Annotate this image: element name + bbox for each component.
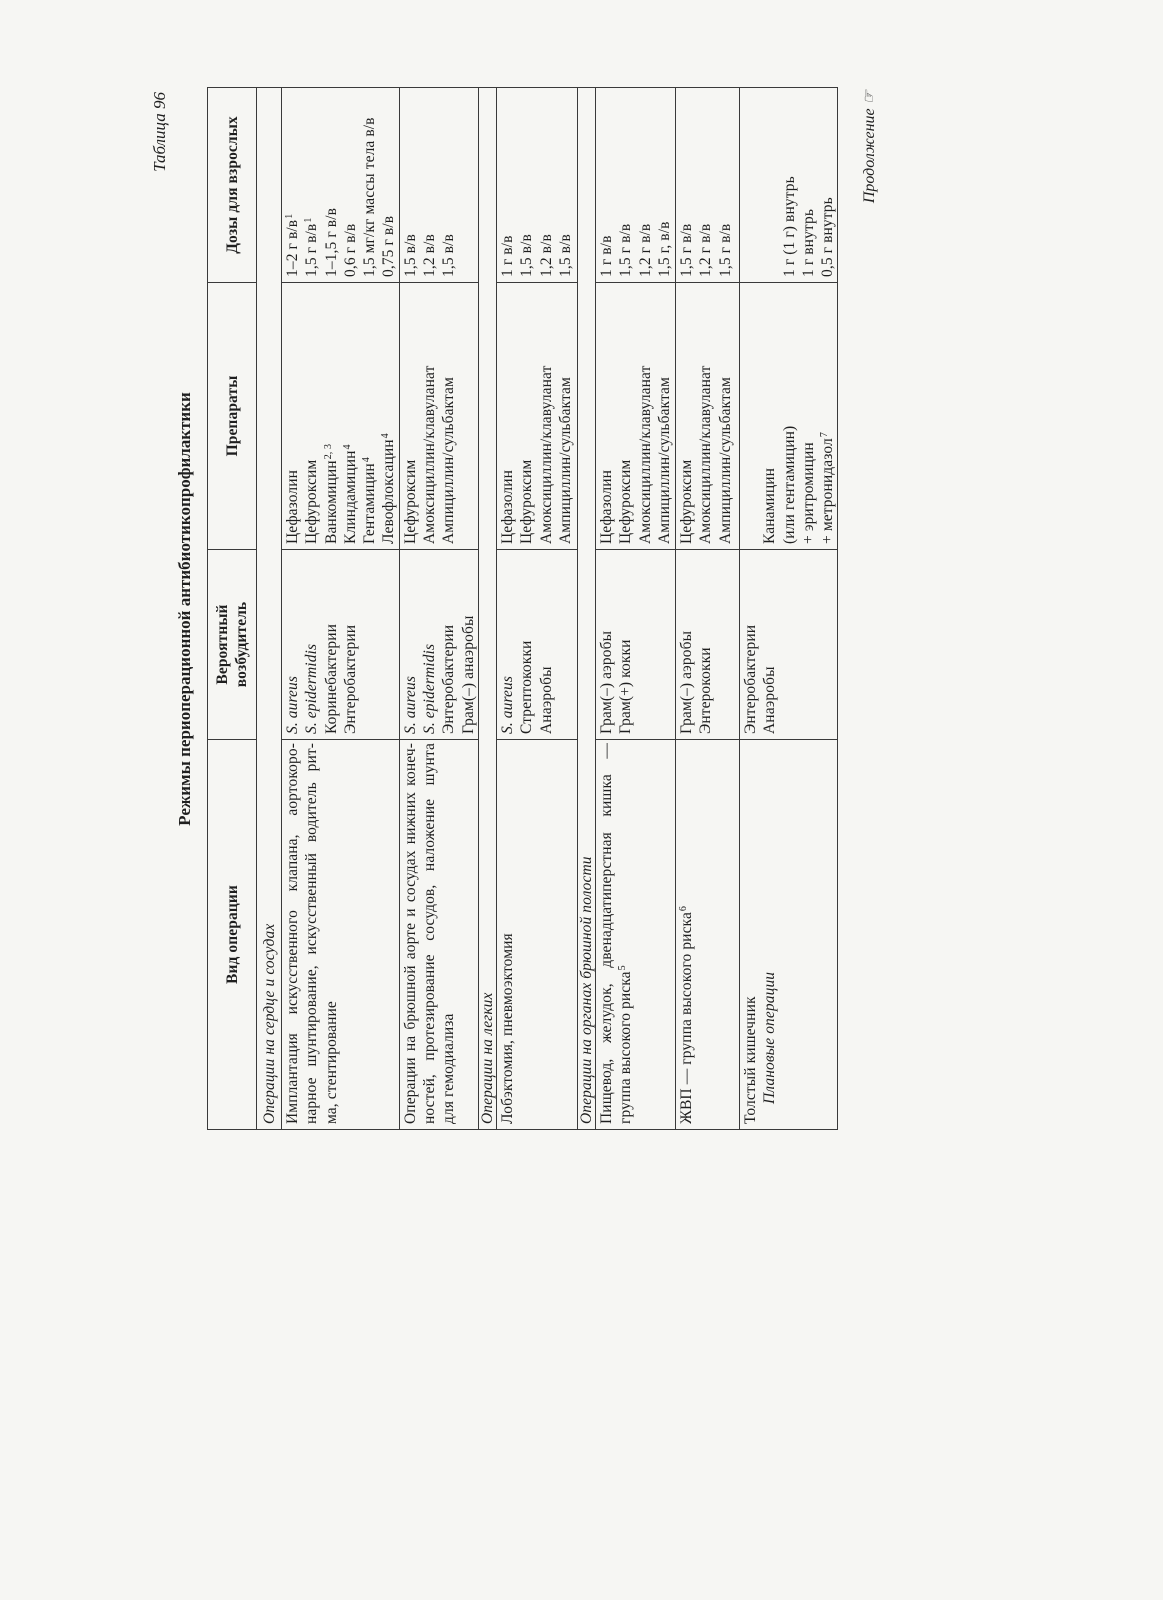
- operation-line-text: ма, стентирование: [322, 1001, 340, 1124]
- operation-line: [741, 743, 760, 1124]
- pathogen-item-text: Анаэробы: [761, 666, 779, 734]
- table-body: [257, 88, 838, 1130]
- dose-cell: [496, 88, 577, 283]
- pathogen-item-text: Энтеробактерии: [741, 624, 759, 734]
- drug-item-text: Ампициллин/сульбактам: [556, 377, 574, 544]
- drug-item-text: Канамицин: [761, 467, 779, 544]
- section-row: [257, 88, 282, 1130]
- drug-item-text: Цефуроксим: [303, 459, 321, 544]
- pathogen-item-text: Энтерококки: [697, 647, 715, 734]
- dose-item-text: 1,5 г в/в: [716, 223, 734, 277]
- pathogen-item-text: Энтеробактерии: [440, 624, 458, 734]
- table-number: Таблица 96: [150, 92, 169, 172]
- drug-item: [760, 286, 779, 544]
- drug-item: [420, 286, 439, 544]
- pathogen-item: [677, 553, 696, 734]
- drug-item: [799, 286, 818, 544]
- drug-item: [537, 286, 556, 544]
- dose-item-text: 1,5 в/в: [401, 234, 419, 277]
- table-row: [496, 88, 577, 1130]
- section-title-cell: [478, 88, 496, 1130]
- pathogen-item: [517, 553, 536, 734]
- header-row: [208, 88, 257, 1130]
- drug-item-text: Амоксициллин/клавуланат: [697, 365, 715, 544]
- dose-item: [341, 91, 360, 277]
- dose-item-text: 1,5 г в/в: [617, 223, 635, 277]
- dose-item-text: 1–2 г в/в: [284, 219, 301, 277]
- operation-line-text: для гемодиализа: [440, 1013, 458, 1124]
- drug-item: [556, 286, 575, 544]
- pathogen-item-text: S. epidermidis: [303, 643, 321, 734]
- operation-line-text: ностей, протезирование сосудов, наложение шунта: [421, 743, 439, 1124]
- footnote-marker: 2, 3: [322, 443, 334, 460]
- dose-item-text: 0,6 г в/в: [341, 223, 359, 277]
- operation-line: [420, 743, 439, 1124]
- section-title-cell: [577, 88, 595, 1130]
- dose-item-text: 1 г внутрь: [799, 208, 817, 277]
- pathogen-item-text: Грам(–) анаэробы: [459, 615, 477, 734]
- pathogen-item: [696, 553, 715, 734]
- table-row: [595, 88, 675, 1130]
- dose-cell: [282, 88, 400, 283]
- drug-item: [322, 286, 341, 544]
- dose-item-text: 1,2 в/в: [421, 234, 439, 277]
- operation-line-text: нарное шунтирование, искусственный водитель рит-: [303, 743, 321, 1124]
- dose-item: [556, 91, 575, 277]
- drug-item: [401, 286, 420, 544]
- drug-item: [597, 286, 616, 544]
- operation-cell: [496, 740, 577, 1130]
- dose-item: [636, 91, 655, 277]
- drug-item-text: + метронидазол: [819, 438, 837, 544]
- drug-item: [636, 286, 655, 544]
- pathogen-item: [741, 553, 760, 734]
- table-row: [739, 88, 837, 1130]
- column-header-pathogen: [208, 550, 257, 740]
- dose-item-text: 1,5 г в/в: [677, 223, 695, 277]
- operation-cell: [595, 740, 675, 1130]
- pathogen-item: [322, 553, 341, 734]
- drug-item-text: Цефазолин: [284, 470, 301, 544]
- dose-item-text: 1,2 в/в: [537, 234, 555, 277]
- pathogen-cell: [739, 550, 837, 740]
- dose-item: [799, 91, 818, 277]
- operation-line: [597, 743, 616, 1124]
- dose-item-text: 1,5 в/в: [518, 234, 536, 277]
- operation-line: [401, 743, 420, 1124]
- operation-line: [439, 743, 458, 1124]
- pathogen-item: [439, 553, 458, 734]
- table-row: [399, 88, 478, 1130]
- dose-item: [677, 91, 696, 277]
- drug-item-text: Цефуроксим: [401, 459, 419, 544]
- pathogen-item: [597, 553, 616, 734]
- dose-item: [420, 91, 439, 277]
- drug-item: [360, 286, 379, 544]
- footnote-marker: 6: [677, 905, 689, 912]
- drug-item: [677, 286, 696, 544]
- operation-line: [283, 743, 302, 1124]
- drug-item-text: Гентамицин: [361, 463, 379, 544]
- dose-item-text: 1 г в/в: [597, 235, 615, 277]
- operation-line: [322, 743, 341, 1124]
- dose-item: [696, 91, 715, 277]
- column-header-pathogen-text: Вероятный возбудитель: [214, 601, 250, 688]
- operation-line-text: Толстый кишечник: [741, 996, 759, 1124]
- dose-item-text: 1,5 в/в: [556, 234, 574, 277]
- drug-cell: [739, 283, 837, 550]
- dose-item: [401, 91, 420, 277]
- antibiotic-prophylaxis-table: [207, 87, 838, 1130]
- drug-item-text: Цефуроксим: [617, 459, 635, 544]
- drug-item: [716, 286, 735, 544]
- pathogen-cell: [496, 550, 577, 740]
- pathogen-item-text: Грам(–) аэробы: [597, 630, 615, 734]
- pathogen-item: [302, 553, 321, 734]
- drug-item: [616, 286, 635, 544]
- drug-item-text: Амоксициллин/клавуланат: [636, 365, 654, 544]
- operation-line-text: Имплантация искусственного клапана, аортокоро-: [284, 743, 301, 1124]
- dose-item-text: 1,2 г в/в: [636, 223, 654, 277]
- pathogen-item: [616, 553, 635, 734]
- drug-item: [780, 286, 799, 544]
- operation-line-text: ЖВП — группа высокого риска: [677, 912, 695, 1124]
- pathogen-cell: [399, 550, 478, 740]
- dose-item-text: 0,75 г в/в: [380, 215, 398, 277]
- footnote-marker: 4: [361, 457, 373, 463]
- operation-cell: [675, 740, 739, 1130]
- operation-line-text: Операции на брюшной аорте и сосудах нижних конеч-: [401, 743, 419, 1124]
- pathogen-item-text: Энтеробактерии: [341, 624, 359, 734]
- column-header-drugs: [208, 283, 257, 550]
- operation-line-text: Пищевод, желудок, двенадцатиперстная кишка —: [597, 743, 615, 1124]
- dose-item: [379, 91, 398, 277]
- drug-item-text: (или гентамицин): [780, 425, 798, 544]
- section-title: Операции на сердце и сосудах: [260, 923, 278, 1124]
- operation-cell: [399, 740, 478, 1130]
- pathogen-item: [498, 553, 517, 734]
- pathogen-item: [283, 553, 302, 734]
- pathogen-item-text: S. aureus: [401, 675, 419, 734]
- pathogen-item-text: Грам(+) кокки: [617, 639, 635, 734]
- footnote-marker: 5: [617, 965, 629, 971]
- dose-item: [302, 91, 321, 277]
- drug-cell: [282, 283, 400, 550]
- drug-item-text: Левофлоксацин: [380, 439, 398, 544]
- operation-cell: [282, 740, 400, 1130]
- dose-item-text: 1,5 г, в/в: [655, 221, 673, 277]
- footnote-marker: 1: [303, 217, 315, 223]
- dose-item: [780, 91, 799, 277]
- drug-cell: [675, 283, 739, 550]
- operation-cell: [739, 740, 837, 1130]
- dose-cell: [739, 88, 837, 283]
- drug-item-text: Ванкомицин: [322, 460, 340, 544]
- drug-cell: [496, 283, 577, 550]
- operation-line: [302, 743, 321, 1124]
- dose-item: [716, 91, 735, 277]
- drug-item: [341, 286, 360, 544]
- drug-cell: [399, 283, 478, 550]
- pathogen-item-text: Коринебактерии: [322, 623, 340, 734]
- drug-item: [283, 286, 302, 544]
- column-header-drugs-text: Препараты: [223, 375, 241, 457]
- table-row: [675, 88, 739, 1130]
- drug-item-text: Ампициллин/сульбактам: [716, 377, 734, 544]
- section-title: Операции на легких: [478, 992, 496, 1124]
- drug-item-text: Амоксициллин/клавуланат: [421, 365, 439, 544]
- dose-cell: [675, 88, 739, 283]
- drug-item: [439, 286, 458, 544]
- drug-item-text: Ампициллин/сульбактам: [655, 377, 673, 544]
- dose-item: [655, 91, 674, 277]
- dose-item: [537, 91, 556, 277]
- footnote-marker: 7: [819, 432, 831, 438]
- pathogen-item: [401, 553, 420, 734]
- dose-cell: [399, 88, 478, 283]
- drug-item: [818, 286, 837, 544]
- pathogen-cell: [675, 550, 739, 740]
- operation-line: [616, 743, 635, 1124]
- pathogen-item-text: S. epidermidis: [421, 643, 439, 734]
- operation-line-text: Лобэктомия, пневмоэктомия: [498, 933, 516, 1124]
- drug-item-text: Амоксициллин/клавуланат: [537, 365, 555, 544]
- drug-item-text: Клиндамицин: [341, 450, 359, 544]
- pathogen-item: [420, 553, 439, 734]
- pathogen-item-text: S. aureus: [284, 675, 301, 734]
- dose-item-text: 0,5 г внутрь: [819, 197, 837, 277]
- pathogen-item-text: S. aureus: [498, 675, 516, 734]
- dose-item: [439, 91, 458, 277]
- pathogen-item: [760, 553, 779, 734]
- dose-item: [597, 91, 616, 277]
- operation-line: [498, 743, 517, 1124]
- drug-cell: [595, 283, 675, 550]
- pathogen-item-text: Стрептококки: [518, 640, 536, 734]
- dose-item-text: 1 г в/в: [498, 235, 516, 277]
- column-header-doses: [208, 88, 257, 283]
- pathogen-item: [537, 553, 556, 734]
- section-title: Операции на органах брюшной полости: [577, 856, 595, 1124]
- dose-item: [616, 91, 635, 277]
- dose-item-text: 1,5 в/в: [440, 234, 458, 277]
- footnote-marker: 1: [284, 213, 295, 219]
- dose-cell: [595, 88, 675, 283]
- operation-line-text: группа высокого риска: [617, 971, 635, 1124]
- column-header-doses-text: Дозы для взрослых: [223, 116, 241, 254]
- pathogen-cell: [595, 550, 675, 740]
- pathogen-item-text: Грам(–) аэробы: [677, 630, 695, 734]
- dose-item-text: 1–1,5 г в/в: [322, 207, 340, 277]
- table-row: [282, 88, 400, 1130]
- drug-item: [655, 286, 674, 544]
- dose-item-text: 1,5 г в/в: [303, 223, 321, 277]
- footnote-marker: 4: [380, 433, 392, 439]
- drug-item-text: Цефазолин: [498, 470, 516, 544]
- drug-item-text: Ампициллин/сульбактам: [440, 377, 458, 544]
- dose-item-text: 1 г (1 г) внутрь: [780, 176, 798, 277]
- drug-item-text: Цефуроксим: [677, 459, 695, 544]
- section-row: [478, 88, 496, 1130]
- continuation-note: Продолжение ☞: [861, 90, 878, 204]
- section-title-cell: [257, 88, 282, 1130]
- pathogen-item-text: Анаэробы: [537, 666, 555, 734]
- operation-subtype-text: Плановые операции: [761, 971, 779, 1104]
- dose-item-text: 1,5 мг/кг массы тела в/в: [361, 117, 379, 277]
- operation-subtype: [760, 743, 779, 1124]
- footnote-marker: 4: [341, 444, 353, 450]
- section-row: [577, 88, 595, 1130]
- operation-line: [677, 743, 696, 1124]
- drug-item-text: Цефазолин: [597, 470, 615, 544]
- pathogen-item: [341, 553, 360, 734]
- dose-item-text: 1,2 г в/в: [697, 223, 715, 277]
- column-header-operation-text: Вид операции: [223, 885, 241, 984]
- dose-item: [322, 91, 341, 277]
- pathogen-cell: [282, 550, 400, 740]
- column-header-operation: [208, 740, 257, 1130]
- drug-item: [379, 286, 398, 544]
- drug-item: [302, 286, 321, 544]
- dose-item: [283, 91, 302, 277]
- table-title: Режимы периоперационной антибиотикопрофилактики: [175, 392, 194, 826]
- dose-item: [517, 91, 536, 277]
- dose-item: [360, 91, 379, 277]
- drug-item: [696, 286, 715, 544]
- dose-item: [498, 91, 517, 277]
- drug-item: [517, 286, 536, 544]
- drug-item: [498, 286, 517, 544]
- dose-item: [818, 91, 837, 277]
- drug-item-text: Цефуроксим: [518, 459, 536, 544]
- pathogen-item: [459, 553, 478, 734]
- drug-item-text: + эритромицин: [799, 442, 817, 544]
